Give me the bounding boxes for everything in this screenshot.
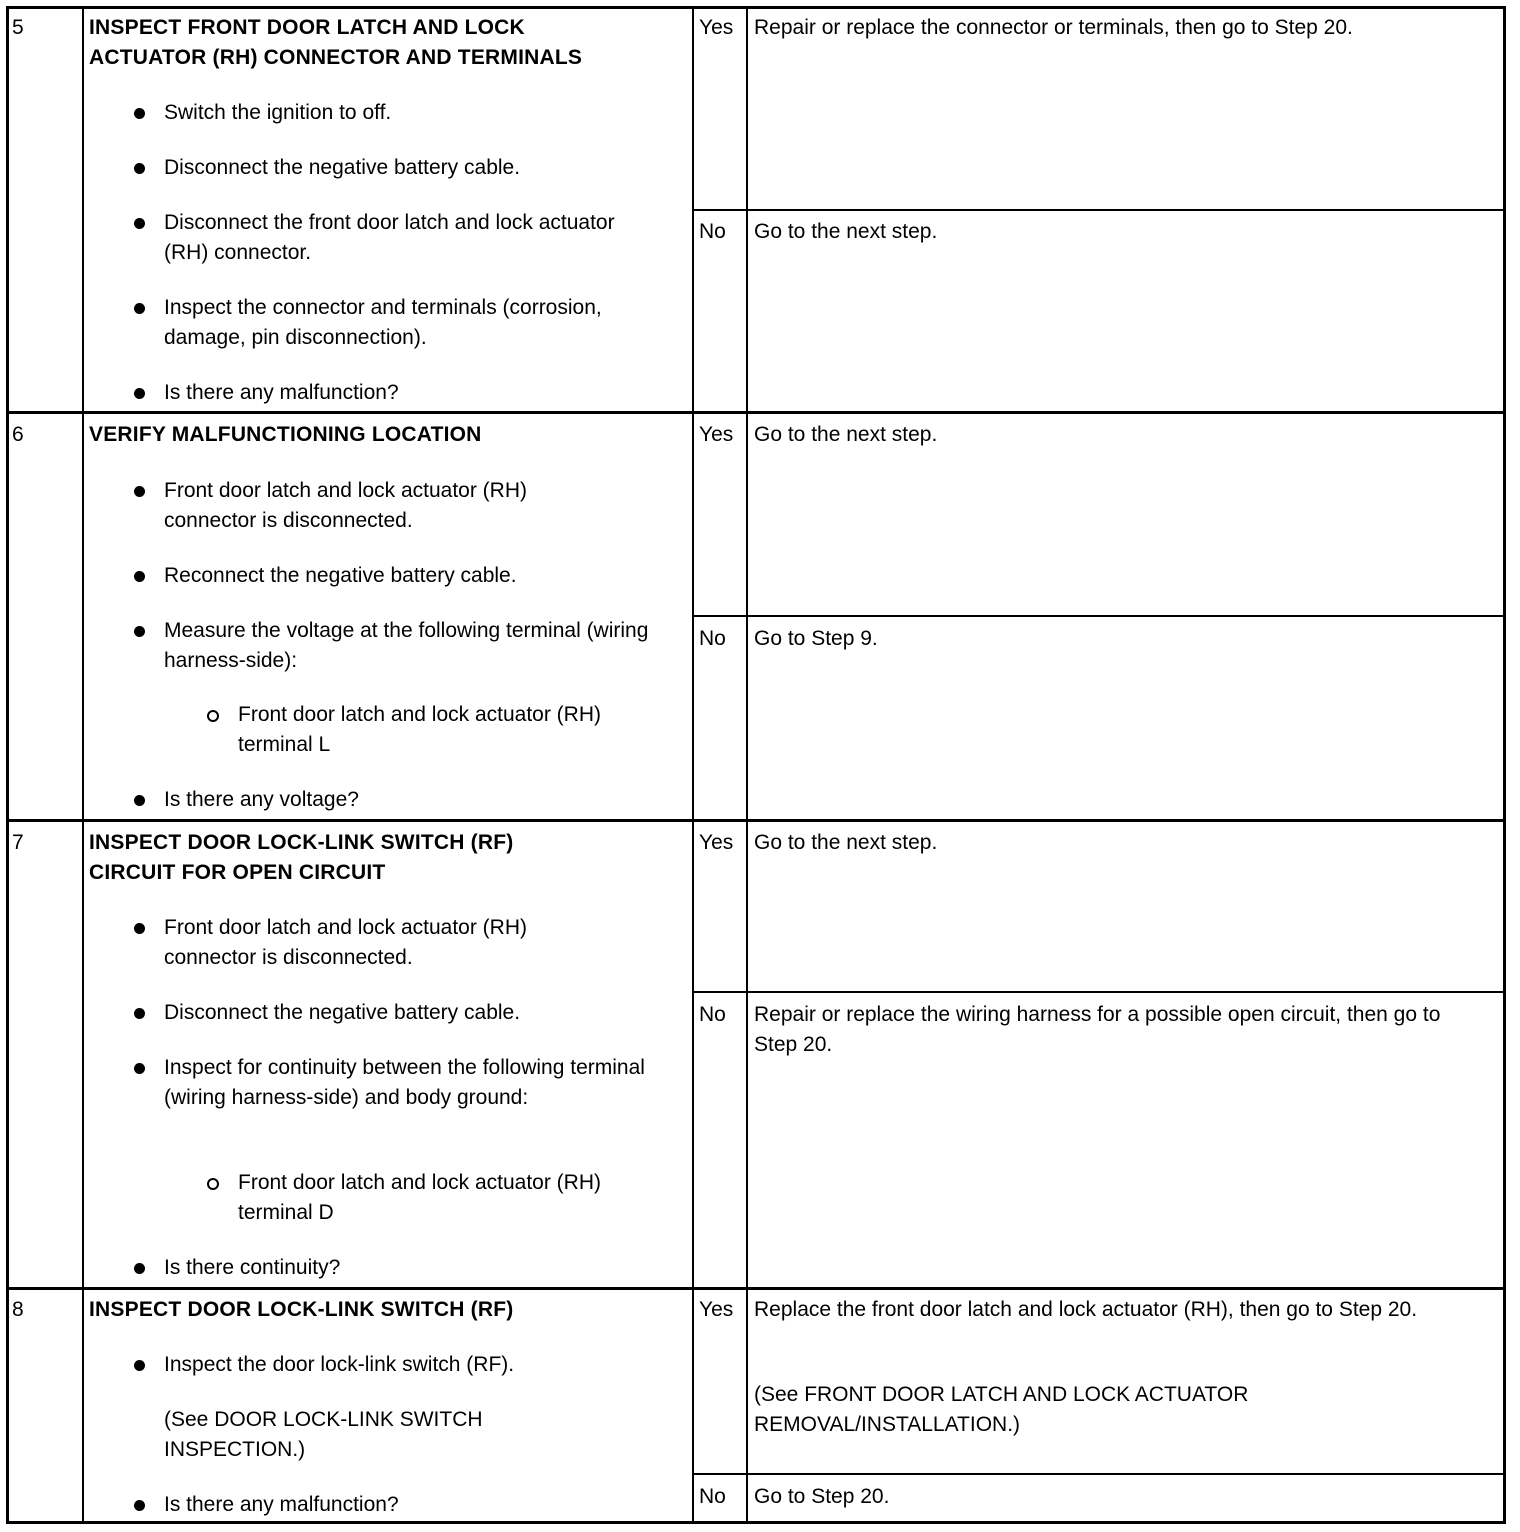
column-divider-3 xyxy=(746,6,748,1524)
row-divider-7 xyxy=(6,819,1506,822)
step-title: INSPECT FRONT DOOR LATCH AND LOCK xyxy=(89,16,525,39)
no-action: Repair or replace the wiring harness for a possible open circuit, then go to Step 20. xyxy=(754,1003,1441,1056)
reference-note: (See FRONT DOOR LATCH AND LOCK ACTUATOR REMOVAL/INSTALLATION.) xyxy=(754,1383,1249,1436)
bullet-icon xyxy=(134,303,145,314)
yes-action: Go to the next step. xyxy=(754,831,938,854)
no-action: Go to Step 9. xyxy=(754,627,878,650)
yes-action: Go to the next step. xyxy=(754,423,938,446)
row-divider-6 xyxy=(6,411,1506,414)
yes-action: Repair or replace the connector or terminals, then go to Step 20. xyxy=(754,16,1353,39)
sub-bullet-icon xyxy=(207,1178,219,1190)
bullet-icon xyxy=(134,571,145,582)
bullet-icon xyxy=(134,1360,145,1371)
step-number: 5 xyxy=(12,16,24,39)
yes-label: Yes xyxy=(699,16,734,39)
sub-bullet-icon xyxy=(207,710,219,722)
step-number: 7 xyxy=(12,831,24,854)
bullet-icon xyxy=(134,1263,145,1274)
step-title: ACTUATOR (RH) CONNECTOR AND TERMINALS xyxy=(89,46,583,69)
no-action: Go to Step 20. xyxy=(754,1485,890,1508)
bullet-icon xyxy=(134,486,145,497)
yes-no-divider-5 xyxy=(692,209,1506,211)
reference-note: (See DOOR LOCK-LINK SWITCH INSPECTION.) xyxy=(164,1408,483,1461)
bullet-icon xyxy=(134,923,145,934)
bullet-icon xyxy=(134,626,145,637)
yes-no-divider-6 xyxy=(692,615,1506,617)
step-title: INSPECT DOOR LOCK-LINK SWITCH (RF) xyxy=(89,831,514,854)
column-divider-2 xyxy=(692,6,694,1524)
yes-label: Yes xyxy=(699,423,734,446)
bullet-icon xyxy=(134,795,145,806)
step-title: VERIFY MALFUNCTIONING LOCATION xyxy=(89,423,482,446)
no-label: No xyxy=(699,1485,726,1508)
step-title: INSPECT DOOR LOCK-LINK SWITCH (RF) xyxy=(89,1298,514,1321)
no-action: Go to the next step. xyxy=(754,220,938,243)
yes-no-divider-8 xyxy=(692,1473,1506,1475)
step-number: 6 xyxy=(12,423,24,446)
bullet-icon xyxy=(134,388,145,399)
no-label: No xyxy=(699,1003,726,1026)
yes-label: Yes xyxy=(699,831,734,854)
yes-no-divider-7 xyxy=(692,991,1506,993)
column-divider-1 xyxy=(82,6,84,1524)
no-label: No xyxy=(699,220,726,243)
bullet-icon xyxy=(134,1500,145,1511)
step-number: 8 xyxy=(12,1298,24,1321)
bullet-icon xyxy=(134,218,145,229)
step-title: CIRCUIT FOR OPEN CIRCUIT xyxy=(89,861,386,884)
bullet-icon xyxy=(134,1008,145,1019)
no-label: No xyxy=(699,627,726,650)
yes-action: Replace the front door latch and lock actuator (RH), then go to Step 20. xyxy=(754,1298,1418,1321)
bullet-icon xyxy=(134,108,145,119)
bullet-icon xyxy=(134,1063,145,1074)
row-divider-8 xyxy=(6,1287,1506,1290)
bullet-icon xyxy=(134,163,145,174)
yes-label: Yes xyxy=(699,1298,734,1321)
